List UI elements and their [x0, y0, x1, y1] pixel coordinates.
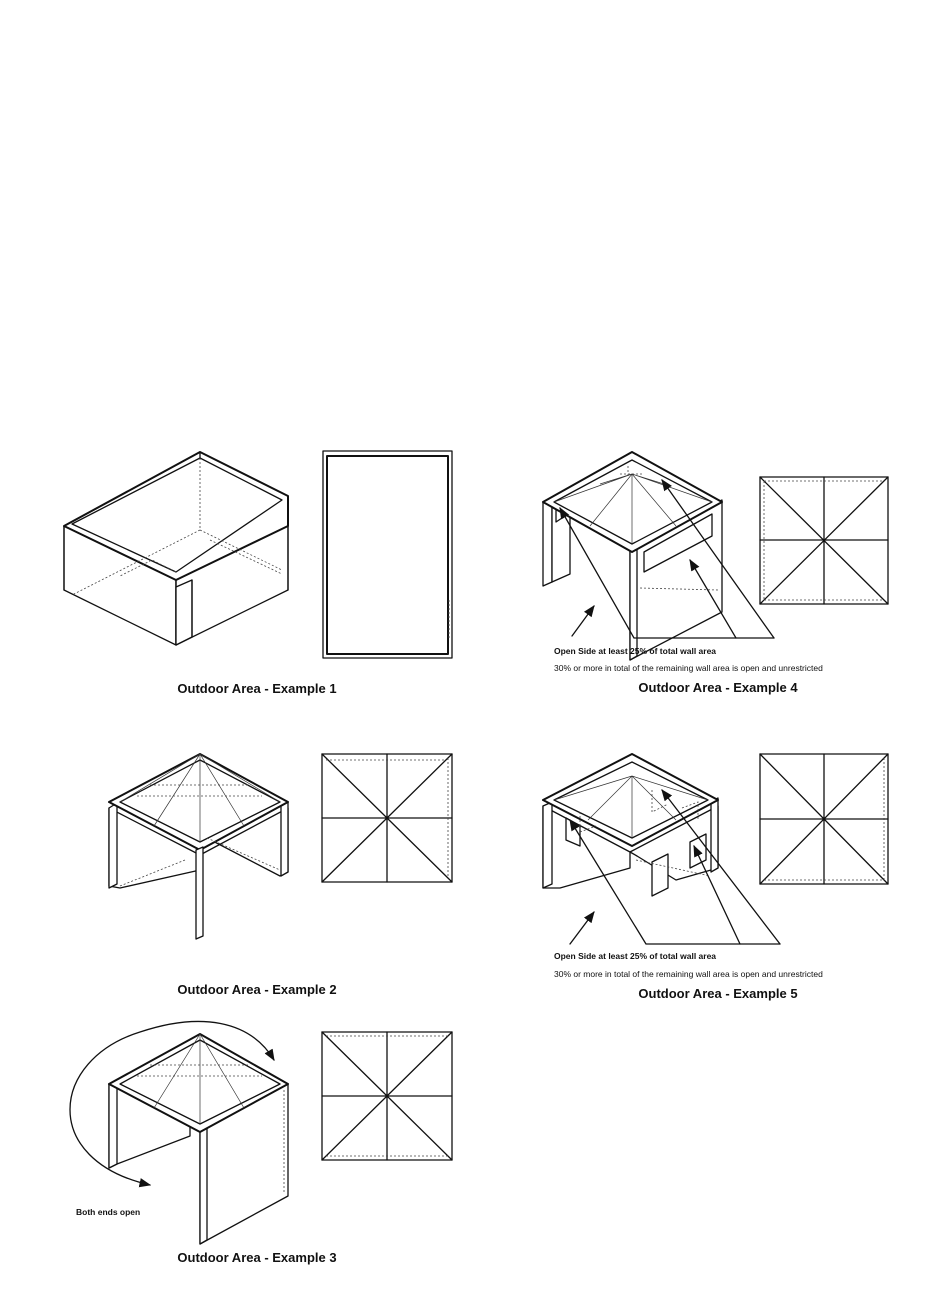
- example-3-note: Both ends open: [76, 1207, 141, 1217]
- example-2-plan-view: [322, 754, 452, 882]
- example-5-open-side-note: Open Side at least 25% of total wall area: [554, 951, 717, 961]
- example-5: [543, 754, 888, 1001]
- example-5-caption: Outdoor Area - Example 5: [638, 986, 798, 1001]
- example-1-caption: Outdoor Area - Example 1: [177, 681, 337, 696]
- example-5-remaining-wall-note: 30% or more in total of the remaining wall area is open and unrestricted: [554, 969, 823, 979]
- example-1-isometric-enclosure: [64, 452, 288, 645]
- example-5-isometric-pavilion: [543, 754, 780, 944]
- example-2-caption: Outdoor Area - Example 2: [177, 982, 337, 997]
- example-4-plan-view: [760, 477, 888, 604]
- example-4-isometric-pavilion: [543, 452, 774, 660]
- example-2: [109, 754, 452, 997]
- example-4: [543, 452, 888, 695]
- example-1-plan-view: [323, 451, 452, 658]
- example-4-caption: Outdoor Area - Example 4: [638, 680, 798, 695]
- example-2-isometric-pavilion: [109, 754, 288, 939]
- example-4-open-side-note: Open Side at least 25% of total wall area: [554, 646, 717, 656]
- example-3-plan-view: [322, 1032, 452, 1160]
- example-1: [64, 451, 452, 696]
- example-5-plan-view: [760, 754, 888, 884]
- example-4-remaining-wall-note: 30% or more in total of the remaining wall area is open and unrestricted: [554, 663, 823, 673]
- example-3: [70, 1021, 452, 1265]
- example-3-caption: Outdoor Area - Example 3: [177, 1250, 337, 1265]
